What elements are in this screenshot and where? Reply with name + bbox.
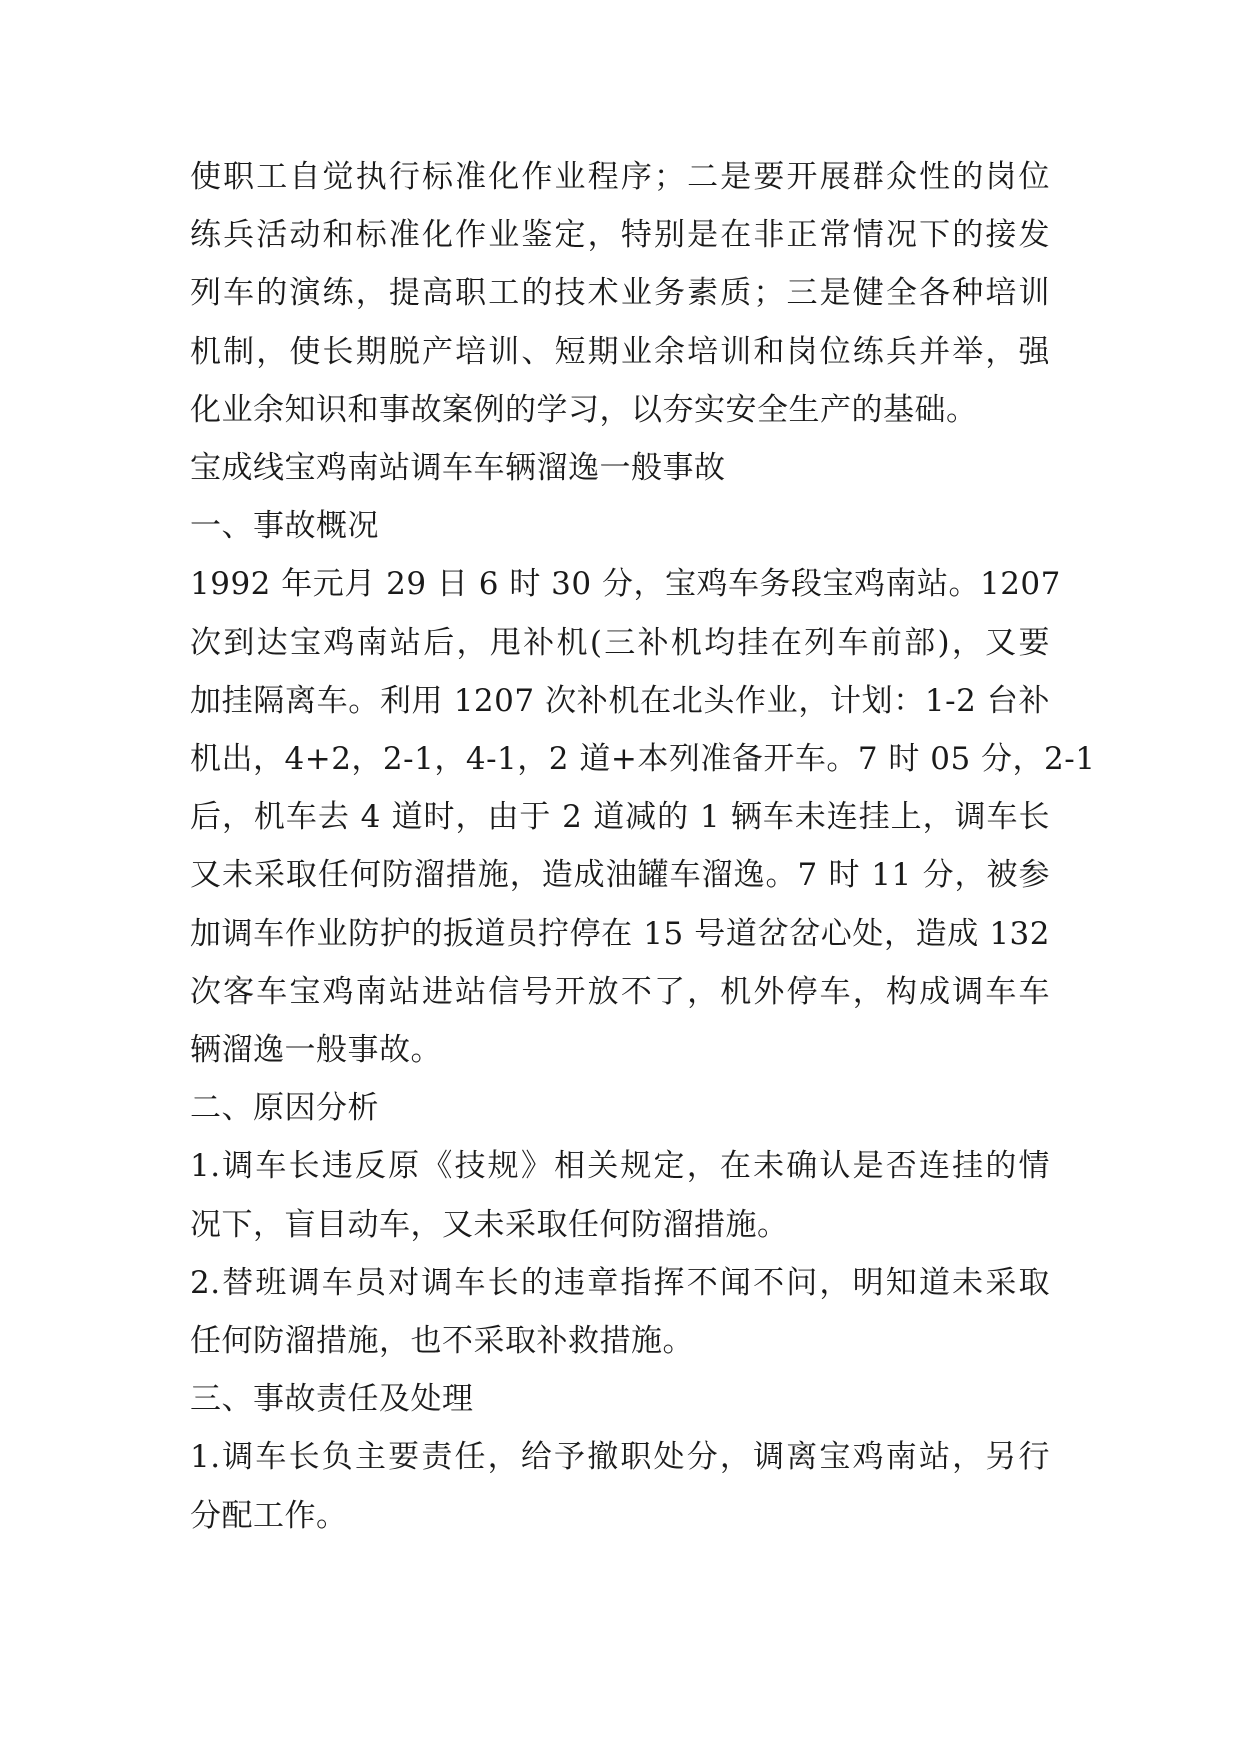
paragraph-training-measures — [190, 148, 1050, 439]
text-line: 又未采取任何防溜措施，造成油罐车溜逸。7 时 11 分，被参 — [190, 857, 1050, 894]
text-line: 1.调车长负主要责任，给予撤职处分，调离宝鸡南站，另行 — [190, 1439, 1050, 1476]
section-heading-text: 二、原因分析 — [190, 1090, 379, 1127]
document-body — [190, 148, 1096, 1545]
paragraph-accident-overview — [190, 555, 1096, 1079]
text-line: 辆溜逸一般事故。 — [190, 1032, 442, 1069]
paragraph-responsibility-1 — [190, 1428, 1050, 1544]
text-line: 次客车宝鸡南站进站信号开放不了，机外停车，构成调车车 — [190, 973, 1050, 1010]
text-line: 化业余知识和事故案例的学习，以夯实安全生产的基础。 — [190, 391, 978, 428]
text-line: 练兵活动和标准化作业鉴定，特别是在非正常情况下的接发 — [190, 217, 1050, 254]
text-line: 使职工自觉执行标准化作业程序；二是要开展群众性的岗位 — [190, 159, 1050, 195]
section-heading-overview — [190, 497, 1050, 555]
section-heading-text: 一、事故概况 — [190, 508, 379, 545]
paragraph-cause-2 — [190, 1254, 1050, 1370]
text-line: 2.替班调车员对调车长的违章指挥不闻不问，明知道未采取 — [190, 1264, 1050, 1301]
text-line: 加调车作业防护的扳道员拧停在 15 号道岔岔心处，造成 132 — [190, 915, 1050, 952]
text-line: 列车的演练，提高职工的技术业务素质；三是健全各种培训 — [190, 275, 1050, 312]
text-line: 1992 年元月 29 日 6 时 30 分，宝鸡车务段宝鸡南站。1207 — [190, 566, 1061, 603]
case-title-text: 宝成线宝鸡南站调车车辆溜逸一般事故 — [190, 450, 726, 487]
text-line: 任何防溜措施，也不采取补救措施。 — [190, 1323, 694, 1360]
text-line: 加挂隔离车。利用 1207 次补机在北头作业，计划：1-2 台补 — [190, 682, 1050, 719]
text-line: 分配工作。 — [190, 1497, 348, 1534]
text-line: 1.调车长违反原《技规》相关规定，在未确认是否连挂的情 — [190, 1148, 1050, 1185]
section-heading-responsibility — [190, 1370, 1050, 1428]
text-line: 况下，盲目动车，又未采取任何防溜措施。 — [190, 1206, 789, 1243]
text-line: 机出，4+2，2-1，4-1，2 道+本列准备开车。7 时 05 分，2-1 — [190, 741, 1096, 778]
text-line: 后，机车去 4 道时，由于 2 道减的 1 辆车未连挂上，调车长 — [190, 799, 1050, 836]
case-title — [190, 439, 1050, 497]
paragraph-cause-1 — [190, 1137, 1050, 1253]
text-line: 机制，使长期脱产培训、短期业余培训和岗位练兵并举，强 — [190, 333, 1050, 370]
section-heading-causes — [190, 1079, 1050, 1137]
text-line: 次到达宝鸡南站后，甩补机(三补机均挂在列车前部)，又要 — [190, 624, 1050, 661]
section-heading-text: 三、事故责任及处理 — [190, 1381, 474, 1418]
